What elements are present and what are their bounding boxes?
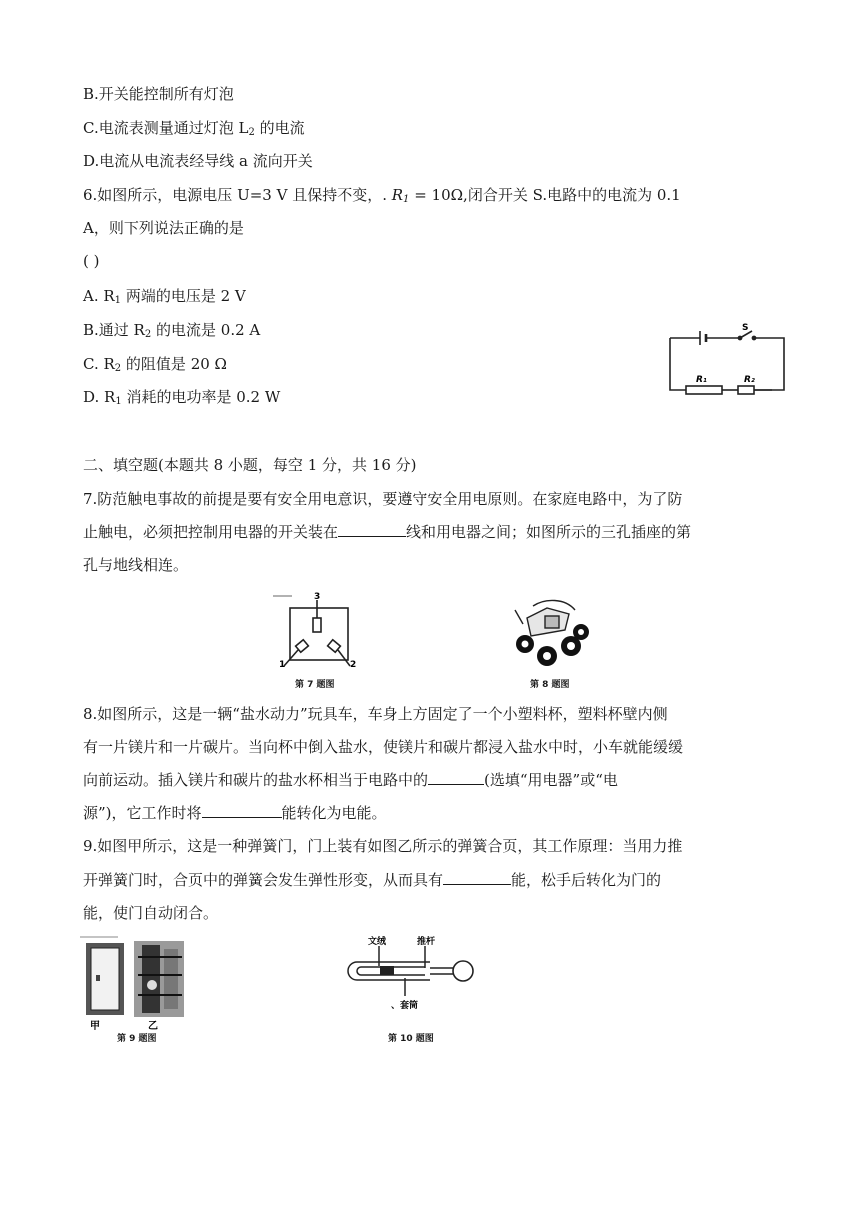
q7-line1: 7.防范触电事故的前提是要有安全用电意识，要遵守安全用电原则。在家庭电路中，为了防 (83, 490, 683, 508)
q9-label-jia: 甲 (90, 1021, 100, 1031)
q6-stem-line2: A，则下列说法正确的是 (83, 219, 244, 237)
q7-line2: 止触电，必须把控制用电器的开关装在 线和用电器之间；如图所示的三孔插座的第 (83, 523, 692, 541)
q9-figure-caption: 第 9 题图 (117, 1034, 157, 1044)
q5-option-b: B.开关能控制所有灯泡 (83, 85, 234, 103)
q7-figure-caption: 第 7 题图 (295, 680, 335, 690)
q6-option-c: C. $R_2$ 的阻值是 20 Ω (83, 355, 227, 374)
q8-line1: 8.如图所示，这是一辆“盐水动力”玩具车，车身上方固定了一个小塑料杯，塑料杯壁内侧 (83, 705, 668, 723)
q9-line2: 开弹簧门时，合页中的弹簧会发生弹性形变，从而具有 能，松手后转化为门的 (83, 871, 662, 889)
section2-title: 二、填空题(本题共 8 小题，每空 1 分，共 16 分) (83, 456, 417, 474)
q9-line3: 能，使门自动闭合。 (83, 904, 219, 922)
q7-socket-label-1: 1 (279, 660, 286, 668)
q6-r1-label: R₁ (696, 375, 707, 385)
q7-line3: 孔与地线相连。 (83, 556, 189, 574)
q9-line1: 9.如图甲所示，这是一种弹簧门，门上装有如图乙所示的弹簧合页，其工作原理：当用力推 (83, 837, 683, 855)
q9-label-yi: 乙 (148, 1021, 158, 1031)
q6-r2-label: R₂ (744, 375, 755, 385)
q10-label-wenxian: 文绒 (368, 937, 387, 947)
q6-option-d: D. $R_1$ 消耗的电功率是 0.2 W (83, 388, 281, 407)
q7-socket-label-3: 3 (314, 592, 321, 602)
q7-socket-figure (270, 588, 370, 668)
q8-blank-1[interactable] (428, 770, 484, 785)
q6-circuit-diagram (662, 318, 792, 400)
q10-figure-caption: 第 10 题图 (388, 1034, 434, 1044)
q6-switch-label: S (742, 323, 749, 333)
q8-line2: 有一片镁片和一片碳片。当向杯中倒入盐水，使镁片和碳片都浸入盐水中时，小车就能缓缓 (83, 738, 684, 756)
q7-socket-label-2: 2 (350, 660, 357, 668)
q10-pushrod-figure (335, 932, 480, 1022)
q6-option-b: B.通过 $R_2$ 的电流是 0.2 A (83, 321, 261, 340)
q7-blank-1[interactable] (338, 522, 406, 537)
q5-option-d: D.电流从电流表经导线 a 流向开关 (83, 152, 313, 170)
q8-line4: 源”)，它工作时将 能转化为电能。 (83, 804, 387, 822)
q10-label-tuigan: 推杆 (417, 937, 436, 947)
q10-label-taotong: 、套筒 (391, 1001, 419, 1011)
q8-figure-caption: 第 8 题图 (530, 680, 570, 690)
q8-line3: 向前运动。插入镁片和碳片的盐水杯相当于电路中的 (选填“用电器”或“电 (83, 771, 618, 789)
q8-toy-car-figure (505, 596, 595, 670)
q9-blank-1[interactable] (443, 870, 511, 885)
q6-option-a: A. $R_1$ 两端的电压是 2 V (83, 287, 246, 306)
q5-option-c: C.电流表测量通过灯泡 $L_2$ 的电流 (83, 119, 305, 138)
q8-blank-2[interactable] (202, 803, 282, 818)
q6-stem-line1: 6.如图所示，电源电压 U=3 V 且保持不变，. $R_1 = 10\Omega$,闭合开关 S.电路中的电流为 0.1 (83, 186, 681, 205)
q6-answer-paren: ( ) (83, 252, 100, 270)
q9-spring-door-figure (80, 935, 200, 1031)
